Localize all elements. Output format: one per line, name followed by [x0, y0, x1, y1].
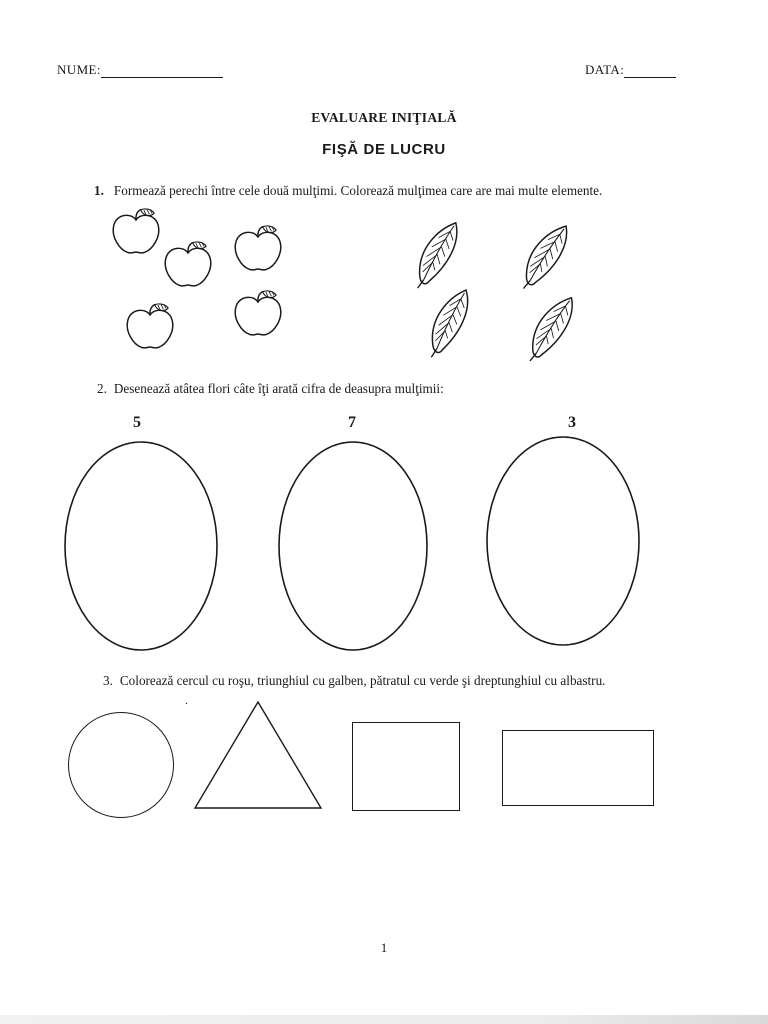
circle-shape — [68, 712, 174, 818]
set-count-1: 5 — [133, 414, 141, 431]
triangle-shape — [192, 698, 324, 812]
task2-line — [97, 381, 444, 397]
set-ellipse-2 — [277, 440, 429, 652]
set-ellipse-1 — [63, 440, 219, 652]
rectangle-shape — [502, 730, 654, 806]
task3-line — [103, 673, 605, 689]
task2-number: 2. — [97, 381, 107, 396]
set-count-2: 7 — [348, 414, 356, 431]
apple-icon — [122, 303, 178, 353]
date-field — [585, 62, 676, 78]
name-field — [57, 62, 223, 78]
page-title: EVALUARE INIŢIALĂ — [311, 110, 457, 125]
name-label: NUME: — [57, 62, 101, 77]
page-subtitle: FIŞĂ DE LUCRU — [322, 141, 446, 158]
name-blank-line — [101, 64, 223, 78]
leaf-icon — [420, 283, 481, 366]
leaf-icon — [519, 287, 587, 373]
stray-dot: . — [185, 693, 188, 707]
set-ellipse-3 — [485, 435, 641, 647]
task1-line — [94, 183, 602, 199]
apple-icon — [230, 290, 286, 340]
bottom-edge-strip — [0, 1015, 768, 1024]
task1-text: Formează perechi între cele două mulţimi. Colorează mulţimea care are mai multe elemente. — [113, 183, 603, 198]
task3-text: Colorează cercul cu roşu, triunghiul cu galben, pătratul cu verde şi dreptunghiul cu albastru. — [119, 673, 606, 688]
apple-icon — [108, 208, 164, 258]
date-blank-line — [624, 64, 676, 78]
date-label: DATA: — [585, 62, 625, 77]
task3-number: 3. — [103, 673, 113, 688]
task2-text: Desenează atâtea flori câte îţi arată cifra de deasupra mulţimii: — [113, 381, 444, 396]
task1-number: 1. — [94, 183, 104, 198]
page-number: 1 — [380, 940, 388, 955]
apple-icon — [230, 225, 286, 275]
apple-icon — [160, 241, 216, 291]
set-count-3: 3 — [568, 414, 576, 431]
square-shape — [352, 722, 460, 811]
